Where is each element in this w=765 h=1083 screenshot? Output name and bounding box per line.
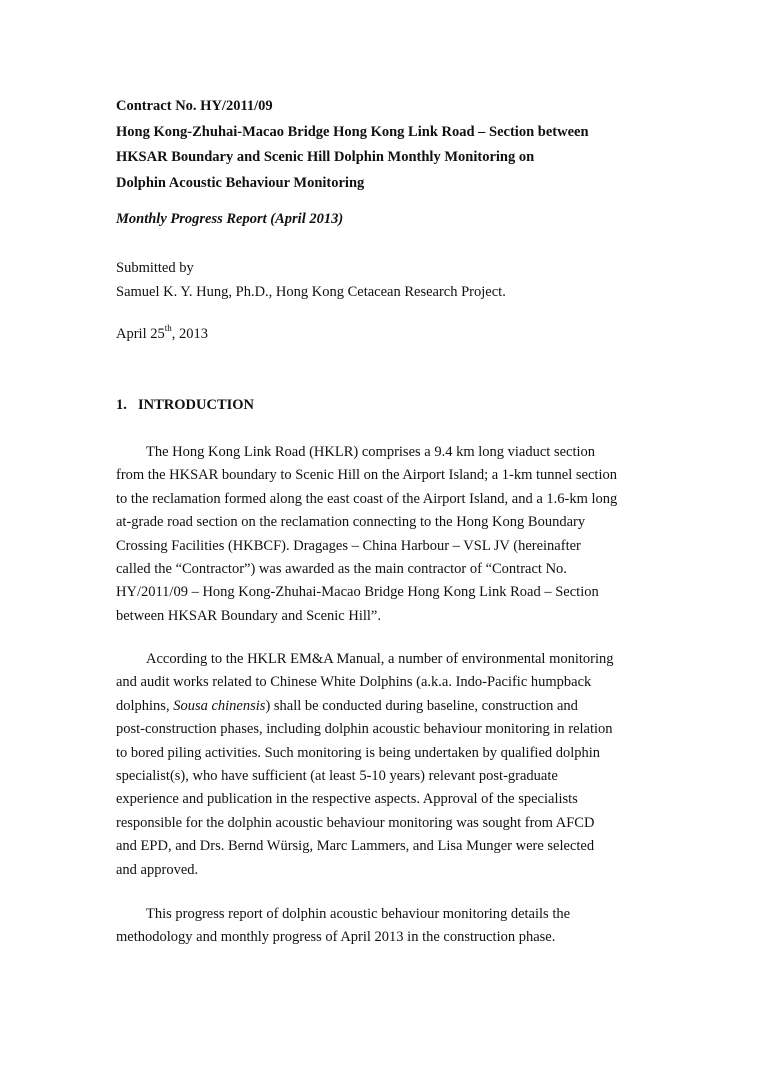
paragraph-2 bbox=[116, 648, 656, 882]
paragraph-line: According to the HKLR EM&A Manual, a number of environmental monitoring bbox=[146, 651, 614, 667]
title-line-1: Hong Kong-Zhuhai-Macao Bridge Hong Kong Link Road – Section between bbox=[116, 123, 589, 140]
paragraph-line: and approved. bbox=[116, 861, 199, 878]
paragraph-line: to the reclamation formed along the east coast of the Airport Island, and a 1.6-km long bbox=[116, 490, 618, 507]
paragraph-line: between HKSAR Boundary and Scenic Hill”. bbox=[116, 607, 381, 624]
date-suffix: , 2013 bbox=[171, 326, 208, 342]
report-subtitle: Monthly Progress Report (April 2013) bbox=[116, 211, 344, 227]
section-heading bbox=[116, 397, 656, 414]
paragraph-line: from the HKSAR boundary to Scenic Hill on the Airport Island; a 1-km tunnel section bbox=[116, 467, 617, 484]
paragraph-line: and audit works related to Chinese White Dolphins (a.k.a. Indo-Pacific humpback bbox=[116, 674, 592, 691]
submission-block bbox=[116, 256, 656, 304]
species-suffix: ) shall be conducted during baseline, construction and bbox=[265, 697, 578, 714]
species-prefix: dolphins, bbox=[116, 697, 174, 714]
title-line-2: HKSAR Boundary and Scenic Hill Dolphin Monthly Monitoring on bbox=[116, 149, 535, 165]
paragraph-line: experience and publication in the respective aspects. Approval of the specialists bbox=[116, 791, 578, 808]
report-title-block bbox=[116, 94, 656, 196]
paragraph-line: This progress report of dolphin acoustic behaviour monitoring details the bbox=[146, 906, 571, 922]
paragraph-3 bbox=[116, 903, 656, 950]
submitted-label: Submitted by bbox=[116, 260, 194, 276]
paragraph-line: HY/2011/09 – Hong Kong-Zhuhai-Macao Bridge Hong Kong Link Road – Section bbox=[116, 584, 599, 601]
paragraph-line: Crossing Facilities (HKBCF). Dragages – China Harbour – VSL JV (hereinafter bbox=[116, 537, 581, 554]
paragraph-line: responsible for the dolphin acoustic behaviour monitoring was sought from AFCD bbox=[116, 814, 595, 831]
submitted-by: Samuel K. Y. Hung, Ph.D., Hong Kong Cetacean Research Project. bbox=[116, 284, 506, 300]
title-line-3: Dolphin Acoustic Behaviour Monitoring bbox=[116, 174, 365, 191]
paragraph-line: at-grade road section on the reclamation connecting to the Hong Kong Boundary bbox=[116, 514, 586, 531]
paragraph-line: methodology and monthly progress of April 2013 in the construction phase. bbox=[116, 929, 556, 946]
paragraph-line: specialist(s), who have sufficient (at least 5-10 years) relevant post-graduate bbox=[116, 768, 558, 785]
paragraph-line: called the “Contractor”) was awarded as the main contractor of “Contract No. bbox=[116, 561, 567, 578]
section-title: INTRODUCTION bbox=[138, 397, 255, 413]
section-number: 1. bbox=[116, 397, 127, 413]
report-date bbox=[116, 323, 656, 343]
paragraph-line: to bored piling activities. Such monitoring is being undertaken by qualified dolphin bbox=[116, 744, 601, 761]
paragraph-1 bbox=[116, 441, 656, 628]
date-superscript: th bbox=[164, 323, 172, 333]
paragraph-line: post-construction phases, including dolphin acoustic behaviour monitoring in relation bbox=[116, 721, 613, 738]
date-prefix: April 25 bbox=[116, 326, 165, 342]
species-name: Sousa chinensis bbox=[173, 697, 266, 714]
contract-number: Contract No. HY/2011/09 bbox=[116, 98, 273, 114]
paragraph-line: The Hong Kong Link Road (HKLR) comprises a 9.4 km long viaduct section bbox=[146, 444, 596, 460]
paragraph-line: and EPD, and Drs. Bernd Würsig, Marc Lammers, and Lisa Munger were selected bbox=[116, 838, 595, 855]
paragraph-line-species bbox=[116, 695, 656, 718]
